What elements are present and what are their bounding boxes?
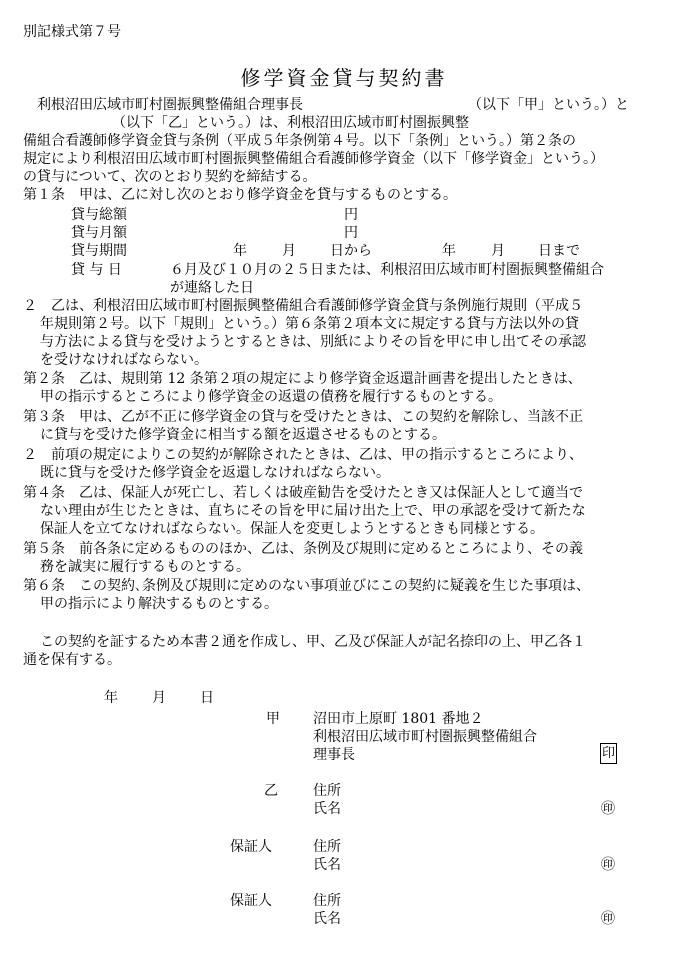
closing-line-1: この契約を証するため本書２通を作成し、甲、乙及び保証人が記名捺印の上、甲乙各１ xyxy=(40,634,586,650)
period-to-day: 日まで xyxy=(538,243,580,259)
preamble-line-1: 利根沼田広域市町村圏振興整備組合理事長 xyxy=(37,97,303,113)
total-label: 貸与総額 xyxy=(71,207,127,223)
period-from-day: 日から xyxy=(330,243,372,259)
period-from-year: 年 xyxy=(233,243,247,259)
guarantor-1-name-label: 氏名 xyxy=(313,857,341,873)
preamble-line-1b: （以下「甲」という。）と xyxy=(468,97,629,113)
monthly-label: 貸与月額 xyxy=(71,225,127,241)
article3-line-1: 第３条 甲は、乙が不正に修学資金の貸与を受けたときは、この契約を解除し、当該不正 xyxy=(23,409,583,425)
period-label: 貸与期間 xyxy=(71,243,127,259)
guarantor-1-label: 保証人 xyxy=(230,839,272,855)
article4-line-1: 第４条 乙は、保証人が死亡し、若しくは破産勧告を受けたとき又は保証人として適当で xyxy=(23,485,583,501)
article2-line-2: 甲の指示するところにより修学資金の返還の債務を履行するものとする。 xyxy=(40,389,502,405)
party-b-seal: ㊞ xyxy=(601,801,615,817)
guarantor-2-address-label: 住所 xyxy=(313,893,341,909)
period-to-year: 年 xyxy=(442,243,456,259)
article3-line-2: に貸与を受けた修学資金に相当する額を返還させるものとする。 xyxy=(40,427,446,443)
preamble-line-4: 規定により利根沼田広域市町村圏振興整備組合看護師修学資金（以下「修学資金」という。） xyxy=(23,151,604,167)
date-label: 貸 与 日 xyxy=(71,262,122,278)
preamble-line-5: の貸与について、次のとおり契約を締結する。 xyxy=(23,169,317,185)
date-text: ６月及び１０月の２５日または、利根沼田広域市町村圏振興整備組合 xyxy=(170,262,604,278)
article6-line-2: 甲の指示により解決するものとする。 xyxy=(40,596,278,612)
article6-line-1: 第６条 この契約､条例及び規則に定めのない事項並びにこの契約に疑義を生じた事項は、 xyxy=(23,578,590,594)
party-b-name-label: 氏名 xyxy=(313,801,341,817)
party-a-org: 利根沼田広域市町村圏振興整備組合 xyxy=(313,729,537,745)
period-from-month: 月 xyxy=(282,243,296,259)
date-text-2: が連絡した日 xyxy=(170,280,254,296)
article1-para2-line-3: 与方法による貸与を受けようとするときは、別紙によりその旨を甲に申し出てその承認 xyxy=(40,334,586,350)
article4-line-2: ない理由が生じたときは、直ちにその旨を甲に届け出た上で、甲の承認を受けて新たな xyxy=(40,503,586,519)
article3-line-4: 既に貸与を受けた修学資金を返還しなければならない。 xyxy=(40,465,390,481)
guarantor-2-label: 保証人 xyxy=(230,893,272,909)
party-b-address-label: 住所 xyxy=(313,783,341,799)
article4-line-3: 保証人を立てなければならない。保証人を変更しようとするときも同様とする。 xyxy=(40,521,544,537)
guarantor-1-seal: ㊞ xyxy=(601,857,615,873)
article1-heading: 第１条 甲は、乙に対し次のとおり修学資金を貸与するものとする。 xyxy=(23,187,457,203)
period-to-month: 月 xyxy=(491,243,505,259)
article1-para2-line-1: ２ 乙は、利根沼田広域市町村圏振興整備組合看護師修学資金貸与条例施行規則（平成５ xyxy=(23,298,583,314)
sign-date-day: 日 xyxy=(200,690,214,706)
party-a-label: 甲 xyxy=(266,711,280,727)
article5-line-1: 第５条 前各条に定めるもののほか、乙は、条例及び規則に定めるところにより、その義 xyxy=(23,541,583,557)
sign-date-year: 年 xyxy=(104,690,118,706)
form-number: 別記様式第７号 xyxy=(23,24,121,40)
total-unit: 円 xyxy=(344,207,358,223)
guarantor-2-seal: ㊞ xyxy=(601,911,615,927)
party-a-seal: 印 xyxy=(600,743,617,764)
sign-date-month: 月 xyxy=(152,690,166,706)
guarantor-2-name-label: 氏名 xyxy=(313,911,341,927)
party-b-label: 乙 xyxy=(264,783,278,799)
closing-line-2: 通を保有する。 xyxy=(23,652,121,668)
party-a-title: 理事長 xyxy=(313,747,355,763)
article5-line-2: 務を誠実に履行するものとする。 xyxy=(40,559,250,575)
article1-para2-line-4: を受けなければならない。 xyxy=(40,352,208,368)
guarantor-1-address-label: 住所 xyxy=(313,839,341,855)
article2-line-1: 第２条 乙は、規則第 12 条第２項の規定により修学資金返還計画書を提出したときは、 xyxy=(23,371,582,387)
preamble-line-2: （以下「乙」という。）は、利根沼田広域市町村圏振興整 xyxy=(112,115,469,131)
document-title: 修学資金貸与契約書 xyxy=(240,66,448,90)
party-a-address: 沼田市上原町 1801 番地２ xyxy=(313,711,484,727)
preamble-line-3: 備組合看護師修学資金貸与条例（平成５年条例第４号。以下「条例」という。）第２条の xyxy=(23,133,576,149)
article1-para2-line-2: 年規則第２号。以下「規則」という。）第６条第２項本文に規定する貸与方法以外の貸 xyxy=(40,316,579,332)
article3-line-3: ２ 前項の規定によりこの契約が解除されたときは、乙は、甲の指示するところにより、 xyxy=(23,447,583,463)
monthly-unit: 円 xyxy=(344,225,358,241)
